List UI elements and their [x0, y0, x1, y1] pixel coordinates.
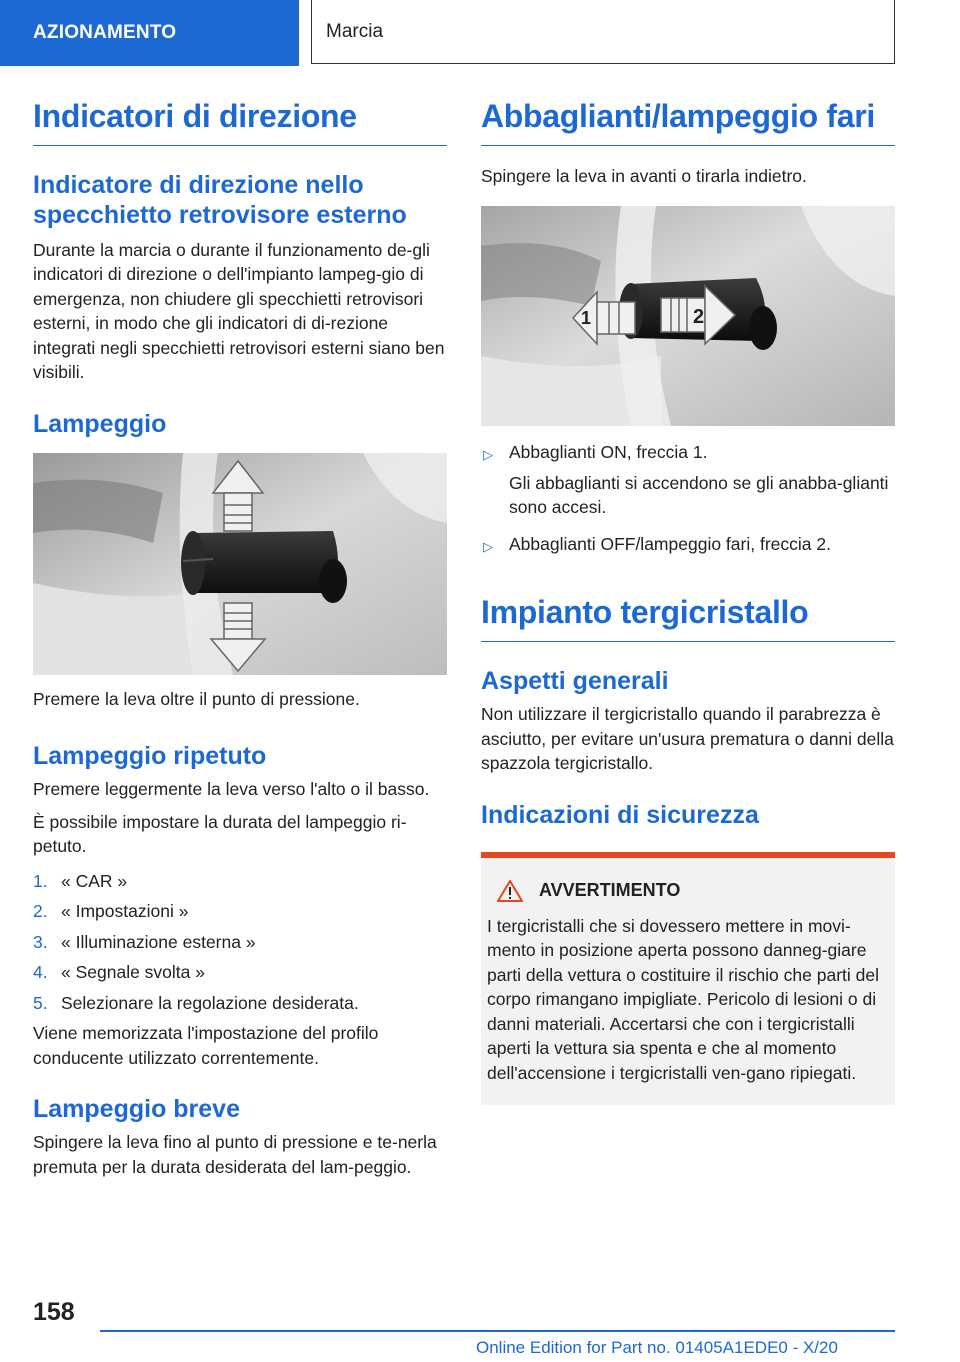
steps-list	[33, 869, 447, 1016]
step-number: 5.	[33, 992, 48, 1013]
step-item	[33, 960, 447, 985]
bullet-item	[481, 532, 895, 557]
high-beam-list	[481, 440, 895, 556]
step-number: 4.	[33, 962, 48, 983]
text-mirror-indicator: Durante la marcia o durante il funzionamento de-gli indicatori di direzione o dell'impianto lampeg-gio di emergenza, non chiudere gli specchietti retrovisori esterni, in modo che gli indicatori di di-rezione integrati negli specchietti retrovisori esterni siano ben visibili.	[33, 239, 445, 383]
text-repeat-1: Premere leggermente la leva verso l'alto o il basso.	[33, 779, 430, 800]
heading-general: Aspetti generali	[481, 667, 669, 696]
step-text: « Segnale svolta »	[61, 962, 205, 983]
text-high-beam: Spingere la leva in avanti o tirarla indietro.	[481, 165, 807, 186]
step-text: Selezionare la regolazione desiderata.	[61, 992, 359, 1013]
text-general: Non utilizzare il tergicristallo quando il parabrezza è asciutto, per evitare un'usura prematura o danni della spazzola tergicristallo.	[481, 704, 894, 774]
footer-rule	[100, 1330, 895, 1332]
heading-flash: Lampeggio	[33, 409, 167, 438]
figure-turn-signal-lever	[33, 453, 447, 675]
text-repeat-2: È possibile impostare la durata del lampeggio ri-petuto.	[33, 811, 407, 857]
heading-mirror-indicator: Indicatore di direzione nello specchietto retrovisore esterno	[33, 170, 407, 229]
left-column	[33, 98, 447, 1179]
step-number: 3.	[33, 931, 48, 952]
right-column	[481, 98, 895, 1105]
arrow-2-label: 2	[693, 306, 705, 329]
text-flash: Premere la leva oltre il punto di pressione.	[33, 688, 360, 709]
chapter-title: Marcia	[311, 0, 895, 64]
warning-text: I tergicristalli che si dovessero mettere in movi-mento in posizione aperta possono danneg-giare parti della vettura o costituire il rischio che parti del corpo rimangano impigliate. Pericolo di lesioni o di danni materiali. Accertarsi che con i tergicristalli aperti la vettura sia spenta e che al momento dell'accensione i tergicristalli ven-gano ripiegati.	[487, 915, 879, 1083]
bullet-subtext: Gli abbaglianti si accendono se gli anabba-glianti sono accesi.	[509, 472, 889, 518]
text-short-flash: Spingere la leva fino al punto di pressione e te-nerla premuta per la durata desiderata del lam-peggio.	[33, 1132, 437, 1177]
step-item	[33, 991, 447, 1016]
warning-header	[497, 880, 889, 902]
step-item	[33, 869, 447, 894]
text-profile-saved: Viene memorizzata l'impostazione del profilo conducente utilizzato correntemente.	[33, 1023, 379, 1068]
bullet-text: Abbaglianti OFF/lampeggio fari, freccia 2.	[509, 533, 831, 554]
step-number: 2.	[33, 901, 48, 922]
page-number: 158	[33, 1298, 75, 1326]
warning-triangle-icon	[497, 880, 523, 902]
figure-high-beam-lever	[481, 206, 895, 426]
step-item	[33, 930, 447, 955]
heading-safety: Indicazioni di sicurezza	[481, 800, 759, 829]
heading-repeat-flash: Lampeggio ripetuto	[33, 742, 267, 771]
heading-wiper: Impianto tergicristallo	[481, 594, 895, 642]
step-number: 1.	[33, 870, 48, 891]
warning-title: AVVERTIMENTO	[539, 880, 681, 901]
section-tab: AZIONAMENTO	[0, 0, 299, 66]
step-item	[33, 899, 447, 924]
warning-box	[481, 852, 895, 1106]
heading-high-beam: Abbaglianti/lampeggio fari	[481, 98, 895, 146]
bullet-triangle-icon: ▷	[483, 447, 493, 463]
step-text: « Illuminazione esterna »	[61, 931, 256, 952]
step-text: « CAR »	[61, 870, 128, 891]
heading-turn-signals: Indicatori di direzione	[33, 98, 447, 146]
bullet-triangle-icon: ▷	[483, 538, 493, 554]
heading-short-flash: Lampeggio breve	[33, 1095, 240, 1124]
bullet-text: Abbaglianti ON, freccia 1.	[509, 442, 708, 463]
step-text: « Impostazioni »	[61, 901, 189, 922]
footer-edition: Online Edition for Part no. 01405A1EDE0 - X/20	[476, 1338, 838, 1357]
bullet-item	[481, 440, 895, 520]
arrow-1-label: 1	[581, 308, 592, 329]
